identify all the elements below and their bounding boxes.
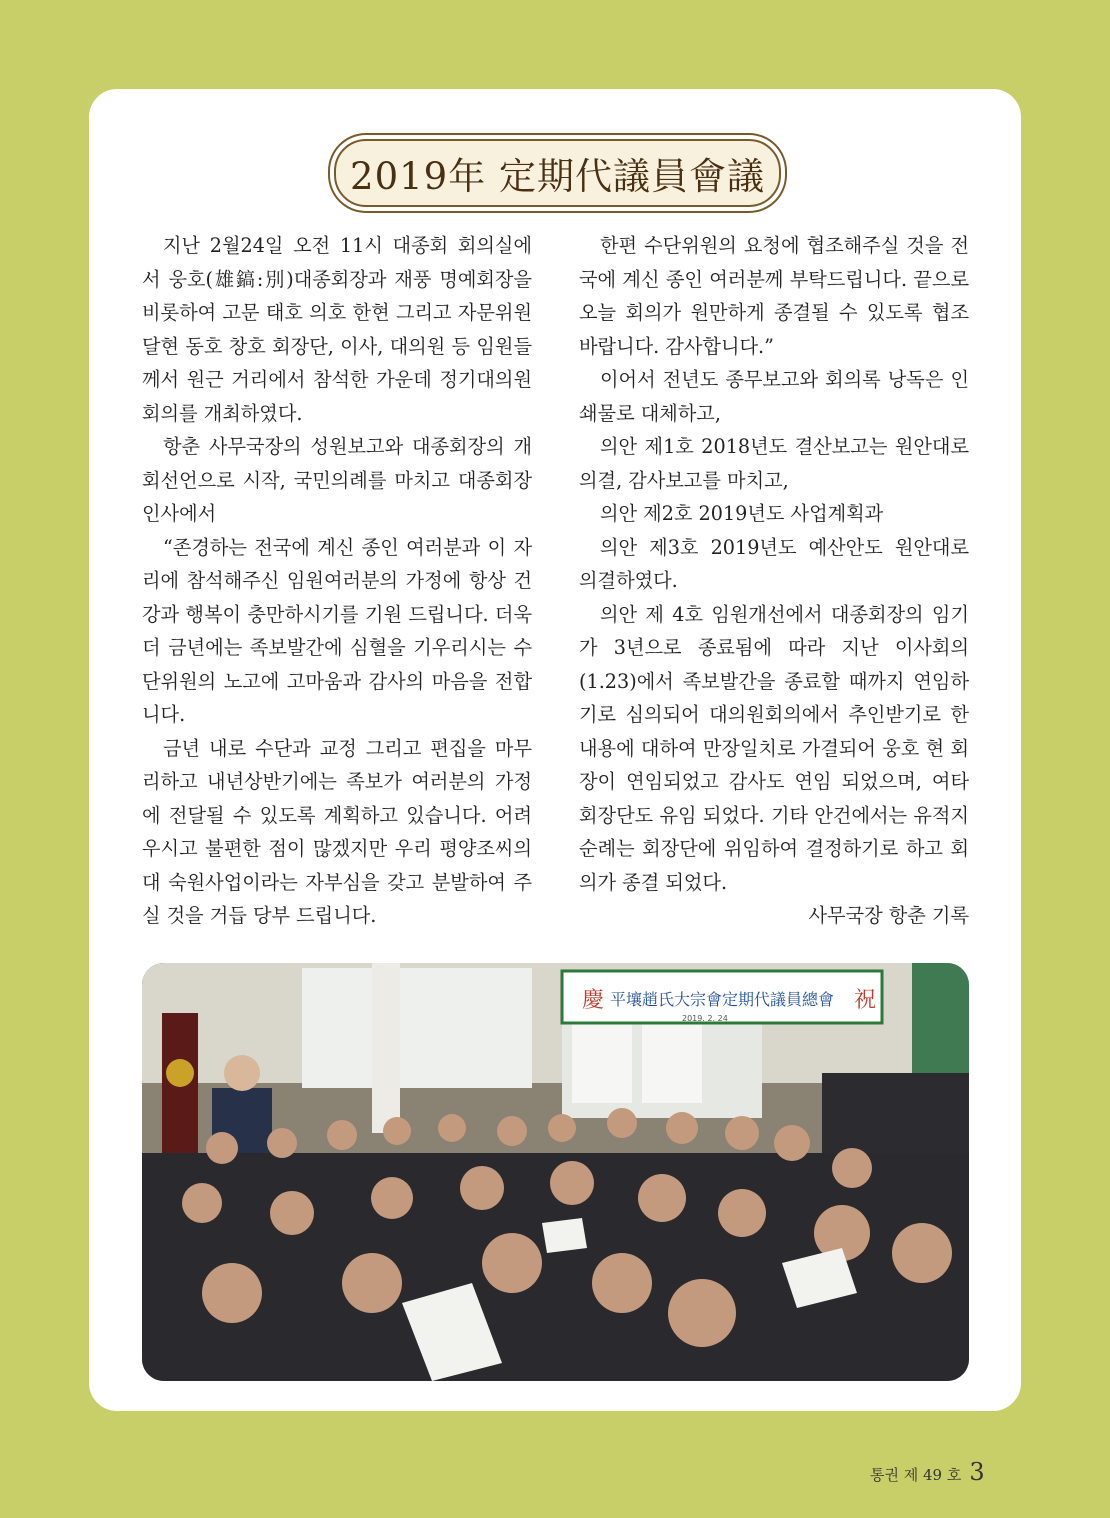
page-number: 3 [969,1458,985,1486]
banner-date: 2019. 2. 24 [682,1014,728,1023]
title-frame [334,139,781,207]
paragraph: 항춘 사무국장의 성원보고와 대종회장의 개회선언으로 시작, 국민의례를 마치고 대종회장 인사에서 [142,435,532,525]
issue-label: 통권 제 49 호 [870,1466,962,1484]
paragraph: 한편 수단위원의 요청에 협조해주실 것을 전국에 계신 종인 여러분께 부탁드립니다. 끝으로 오늘 회의가 원만하게 종결될 수 있도록 협조 바랍니다. 감사합니다.” [579,234,969,358]
paragraph: 의안 제2호 2019년도 사업계획과 [600,502,884,525]
paragraph: “존경하는 전국에 계신 종인 여러분과 이 자리에 참석해주신 임원여러분의 가정에 항상 건강과 행복이 충만하시기를 기원 드립니다. 더욱더 금년에는 족보발간에 심혈을 기우리시는 수단위원의 노고에 고마움과 감사의 마음을 전합니다. [142,535,532,726]
paragraph: 이어서 전년도 종무보고와 회의록 낭독은 인쇄물로 대체하고, [579,368,969,425]
page-footer [870,1458,1030,1488]
page-title: 2019年 定期代議員會議 [350,155,765,198]
banner-text: 平壤趙氏大宗會定期代議員總會 [610,990,835,1009]
meeting-photo [142,963,969,1381]
signature: 사무국장 항춘 기록 [808,904,969,927]
paragraph: 의안 제1호 2018년도 결산보고는 원안대로 의결, 감사보고를 마치고, [579,435,969,492]
paragraph: 의안 제3호 2019년도 예산안도 원안대로 의결하였다. [579,535,969,592]
paragraph: 지난 2월24일 오전 11시 대종회 회의실에서 웅호(雄鎬:別)대종회장과 재풍 명예회장을 비롯하여 고문 태호 의호 한현 그리고 자문위원 달현 동호 창호 회장단, 이사, 대의원 등 임원들께서 원근 거리에서 참석한 가운데 정기대의원회의를 개최하였다. [142,234,532,425]
banner-left-char: 慶 [582,988,605,1013]
paragraph: 의안 제 4호 임원개선에서 대종회장의 임기가 3년으로 종료됨에 따라 지난 이사회의(1.23)에서 족보발간을 종료할 때까지 연임하기로 심의되어 대의원회의에서 추인받기로 한 내용에 대하여 만장일치로 가결되어 웅호 현 회장이 연임되었고 감사도 연임 되었으며, 여타 회장단도 유임 되었다. 기타 안건에서는 유적지 순례는 회장단에 위임하여 결정하기로 하고 회의가 종결 되었다. [579,602,969,894]
paragraph: 금년 내로 수단과 교정 그리고 편집을 마무리하고 내년상반기에는 족보가 여러분의 가정에 전달될 수 있도록 계획하고 있습니다. 어려우시고 불편한 점이 많겠지만 우리 평양조씨의 대 숙원사업이라는 자부심을 갖고 분발하여 주실 것을 거듭 당부 드립니다. [142,736,532,927]
meeting-photo-illustration [142,963,969,1381]
left-column [142,229,532,933]
banner-right-char: 祝 [854,988,877,1013]
right-column [579,229,969,933]
